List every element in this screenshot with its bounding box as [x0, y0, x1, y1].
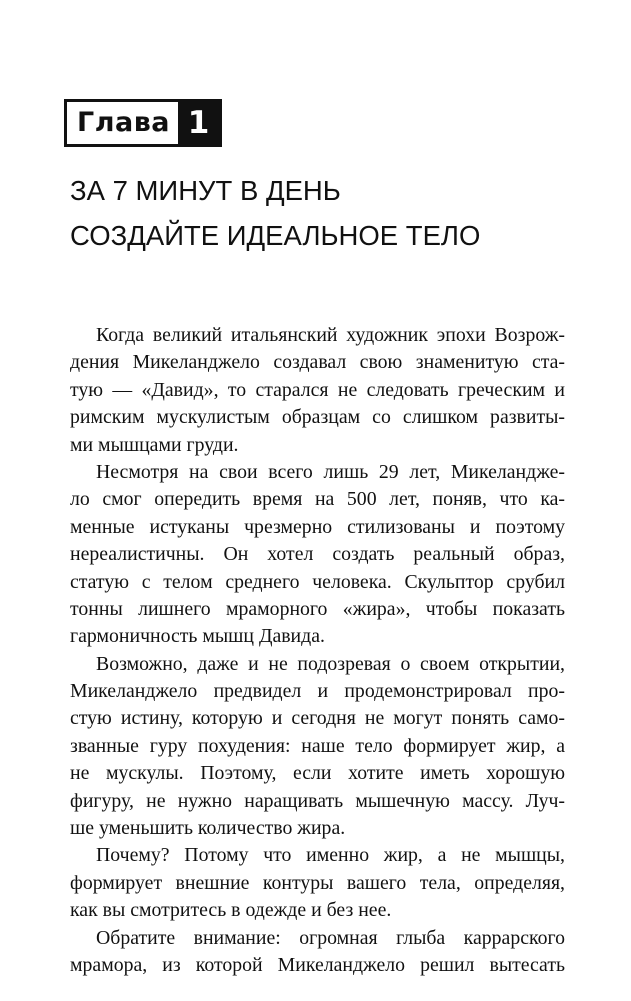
text-line: Почему? Потому что именно жир, а не мышцы,: [96, 844, 565, 867]
chapter-number: 1: [178, 102, 219, 144]
text-line: дения Микеланджело создавал свою знаменитую ста-: [70, 351, 565, 374]
body-text: [70, 322, 565, 979]
chapter-label: [64, 99, 222, 147]
chapter-title-line: СОЗДАЙТЕ ИДЕАЛЬНОЕ ТЕЛО: [70, 220, 481, 251]
chapter-title: [70, 168, 480, 258]
text-line: ло смог опередить время на 500 лет, поняв, что ка-: [70, 488, 565, 511]
text-line: нереалистичны. Он хотел создать реальный образ,: [70, 543, 565, 566]
text-line: Возможно, даже и не подозревая о своем открытии,: [96, 652, 565, 675]
text-line: как вы смотритесь в одежде и без нее.: [70, 899, 392, 922]
text-line: фигуру, не нужно наращивать мышечную массу. Луч-: [70, 789, 565, 812]
text-line: не мускулы. Поэтому, если хотите иметь хорошую: [70, 762, 565, 785]
text-line: статую с телом среднего человека. Скульптор срубил: [70, 570, 565, 593]
text-line: римским мускулистым образцам со слишком развиты-: [70, 406, 565, 429]
text-line: Микеланджело предвидел и продемонстрировал про-: [70, 680, 565, 703]
text-line: тую — «Давид», то старался не следовать греческим и: [70, 378, 565, 401]
text-line: мрамора, из которой Микеланджело решил вытесать: [70, 953, 565, 976]
text-line: Несмотря на свои всего лишь 29 лет, Микеландже-: [96, 460, 565, 483]
text-line: формирует внешние контуры вашего тела, определяя,: [70, 871, 565, 894]
text-line: ми мышцами груди.: [70, 433, 239, 456]
text-line: ше уменьшить количество жира.: [70, 817, 346, 840]
text-line: званные гуру похудения: наше тело формирует жир, а: [70, 734, 565, 757]
chapter-word: Глава: [67, 102, 178, 144]
text-line: менные истуканы чрезмерно стилизованы и поэтому: [70, 515, 565, 538]
text-line: Обратите внимание: огромная глыба каррарского: [96, 926, 565, 949]
text-line: Когда великий итальянский художник эпохи Возрож-: [96, 324, 565, 346]
text-line: тонны лишнего мраморного «жира», чтобы показать: [70, 597, 565, 620]
text-line: стую истину, которую и сегодня не могут понять само-: [70, 707, 565, 730]
chapter-title-line: ЗА 7 МИНУТ В ДЕНЬ: [70, 175, 341, 206]
text-line: гармоничность мышц Давида.: [70, 625, 325, 648]
